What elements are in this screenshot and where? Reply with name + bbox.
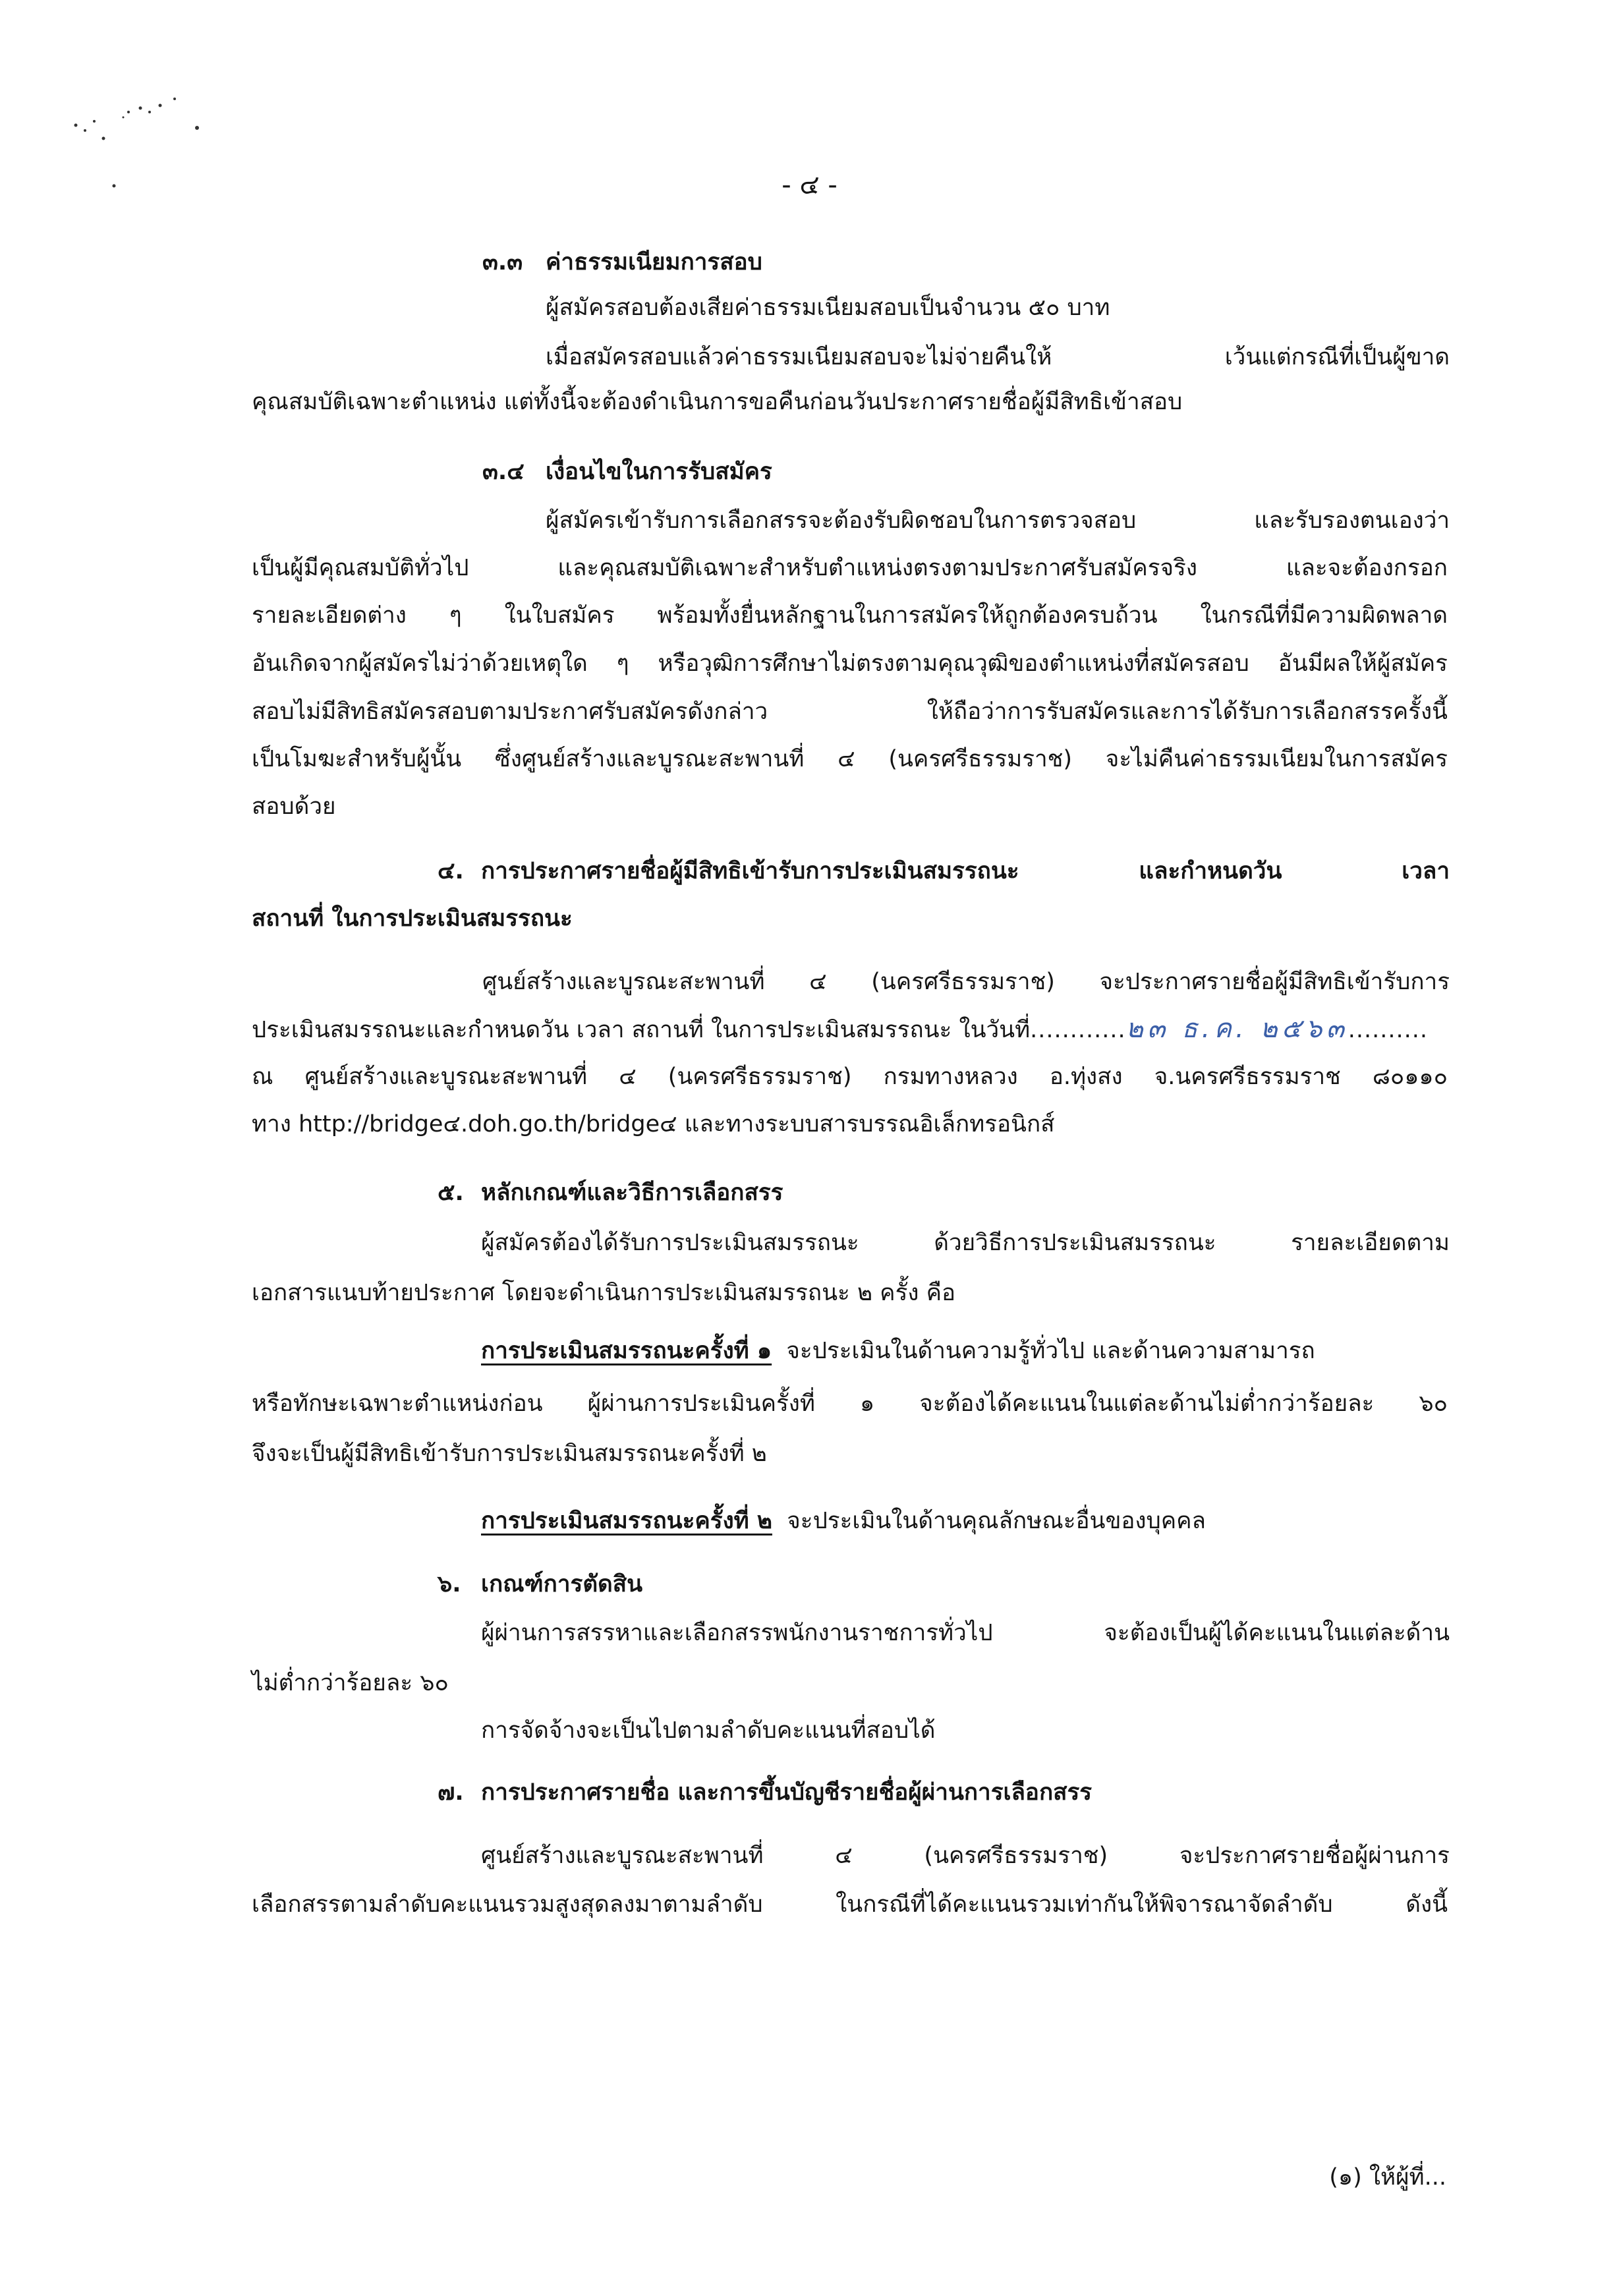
section-6-line2: ไม่ต่ำกว่าร้อยละ ๖๐ (252, 1670, 449, 1696)
round-2-text: จะประเมินในด้านคุณลักษณะอื่นของบุคคล (787, 1508, 1207, 1534)
section-6-line1: ผู้ผ่านการสรรหาและเลือกสรรพนักงานราชการทั่วไป จะต้องเป็นผู้ได้คะแนนในแต่ละด้าน (481, 1620, 1450, 1646)
section-4-line2-text: ประเมินสมรรถนะและกำหนดวัน เวลา สถานที่ ในการประเมินสมรรถนะ ในวันที่ (252, 1017, 1031, 1043)
section-3-4-line4: อันเกิดจากผู้สมัครไม่ว่าด้วยเหตุใด ๆ หรือวุฒิการศึกษาไม่ตรงตามคุณวุฒิของตำแหน่งที่สมัครสอบ อันมีผลให้ผู้สมัคร (252, 650, 1448, 677)
section-3-4-number: ๓.๔ (482, 459, 525, 485)
date-fill-line: ............ (1030, 1017, 1126, 1043)
section-3-3-number: ๓.๓ (482, 249, 523, 275)
section-4-line2 (252, 1009, 1428, 1050)
handwritten-date: ๒๓ ธ.ค. ๒๕๖๓ (1125, 1014, 1348, 1044)
section-7-title: การประกาศรายชื่อ และการขึ้นบัญชีรายชื่อผู้ผ่านการเลือกสรร (481, 1779, 1093, 1806)
section-3-3-para2-line2: คุณสมบัติเฉพาะตำแหน่ง แต่ทั้งนี้จะต้องดำเนินการขอคืนก่อนวันประกาศรายชื่อผู้มีสิทธิเข้าสอบ (252, 389, 1183, 415)
continuation-note: (๑) ให้ผู้ที่... (1329, 2164, 1446, 2191)
section-5-line2: เอกสารแนบท้ายประกาศ โดยจะดำเนินการประเมินสมรรถนะ ๒ ครั้ง คือ (252, 1280, 956, 1306)
section-3-3-para1: ผู้สมัครสอบต้องเสียค่าธรรมเนียมสอบเป็นจำนวน ๕๐ บาท (546, 295, 1110, 321)
section-3-4-line7: สอบด้วย (252, 793, 336, 820)
section-6-line3: การจัดจ้างจะเป็นไปตามลำดับคะแนนที่สอบได้ (481, 1717, 936, 1744)
section-7-line2: เลือกสรรตามลำดับคะแนนรวมสูงสุดลงมาตามลำดับ ในกรณีที่ได้คะแนนรวมเท่ากันให้พิจารณาจัดลำดับ ดังนี้ (252, 1891, 1448, 1918)
section-3-3-title: ค่าธรรมเนียมการสอบ (546, 249, 762, 275)
section-3-4-title: เงื่อนไขในการรับสมัคร (546, 459, 772, 485)
section-4-number: ๔. (438, 858, 464, 884)
section-3-4-line5: สอบไม่มีสิทธิสมัครสอบตามประกาศรับสมัครดังกล่าว ให้ถือว่าการรับสมัครและการได้รับการเลือกสรรครั้งนี้ (252, 699, 1448, 725)
round-2-label: การประเมินสมรรถนะครั้งที่ ๒ (481, 1508, 772, 1534)
section-7-line1: ศูนย์สร้างและบูรณะสะพานที่ ๔ (นครศรีธรรมราช) จะประกาศรายชื่อผู้ผ่านการ (481, 1843, 1450, 1869)
section-5-number: ๕. (438, 1180, 464, 1206)
page-number: - ๔ - (781, 170, 838, 200)
section-4-line4: ทาง http://bridge๔.doh.go.th/bridge๔ และทางระบบสารบรรณอิเล็กทรอนิกส์ (252, 1111, 1055, 1137)
section-4-title-line1: การประกาศรายชื่อผู้มีสิทธิเข้ารับการประเมินสมรรถนะ และกำหนดวัน เวลา (481, 858, 1450, 884)
section-4-line1: ศูนย์สร้างและบูรณะสะพานที่ ๔ (นครศรีธรรมราช) จะประกาศรายชื่อผู้มีสิทธิเข้ารับการ (482, 969, 1450, 995)
section-5-line1: ผู้สมัครต้องได้รับการประเมินสมรรถนะ ด้วยวิธีการประเมินสมรรถนะ รายละเอียดตาม (481, 1230, 1450, 1256)
round-2-line (481, 1501, 1206, 1541)
round-1-text: จะประเมินในด้านความรู้ทั่วไป และด้านความสามารถ (786, 1338, 1315, 1364)
round-1-line (481, 1331, 1315, 1371)
section-3-3-para2-line1: เมื่อสมัครสอบแล้วค่าธรรมเนียมสอบจะไม่จ่ายคืนให้ เว้นแต่กรณีที่เป็นผู้ขาด (546, 344, 1450, 370)
section-3-4-line3: รายละเอียดต่าง ๆ ในใบสมัคร พร้อมทั้งยื่นหลักฐานในการสมัครให้ถูกต้องครบถ้วน ในกรณีที่มีความผิดพลาด (252, 602, 1448, 629)
section-4-title-line2: สถานที่ ในการประเมินสมรรถนะ (252, 905, 573, 932)
date-fill-line-end: .......... (1348, 1017, 1429, 1043)
section-3-4-line2: เป็นผู้มีคุณสมบัติทั่วไป และคุณสมบัติเฉพาะสำหรับตำแหน่งตรงตามประกาศรับสมัครจริง และจะต้องกรอก (252, 555, 1448, 581)
section-6-title: เกณฑ์การตัดสิน (481, 1571, 643, 1597)
section-5-title: หลักเกณฑ์และวิธีการเลือกสรร (481, 1180, 783, 1206)
round-1-label: การประเมินสมรรถนะครั้งที่ ๑ (481, 1338, 772, 1364)
round-1-line2: หรือทักษะเฉพาะตำแหน่งก่อน ผู้ผ่านการประเมินครั้งที่ ๑ จะต้องได้คะแนนในแต่ละด้านไม่ต่ำกว่าร้อยละ ๖๐ (252, 1391, 1448, 1417)
section-6-number: ๖. (438, 1571, 461, 1597)
section-3-4-line1: ผู้สมัครเข้ารับการเลือกสรรจะต้องรับผิดชอบในการตรวจสอบ และรับรองตนเองว่า (546, 507, 1450, 534)
round-1-line3: จึงจะเป็นผู้มีสิทธิเข้ารับการประเมินสมรรถนะครั้งที่ ๒ (252, 1441, 767, 1467)
section-4-line3: ณ ศูนย์สร้างและบูรณะสะพานที่ ๔ (นครศรีธรรมราช) กรมทางหลวง อ.ทุ่งสง จ.นครศรีธรรมราช ๘๐๑๑๐ (252, 1064, 1448, 1090)
section-7-number: ๗. (438, 1779, 464, 1806)
section-3-4-line6: เป็นโมฆะสำหรับผู้นั้น ซึ่งศูนย์สร้างและบูรณะสะพานที่ ๔ (นครศรีธรรมราช) จะไม่คืนค่าธรรมเนียมในการสมัคร (252, 746, 1448, 772)
